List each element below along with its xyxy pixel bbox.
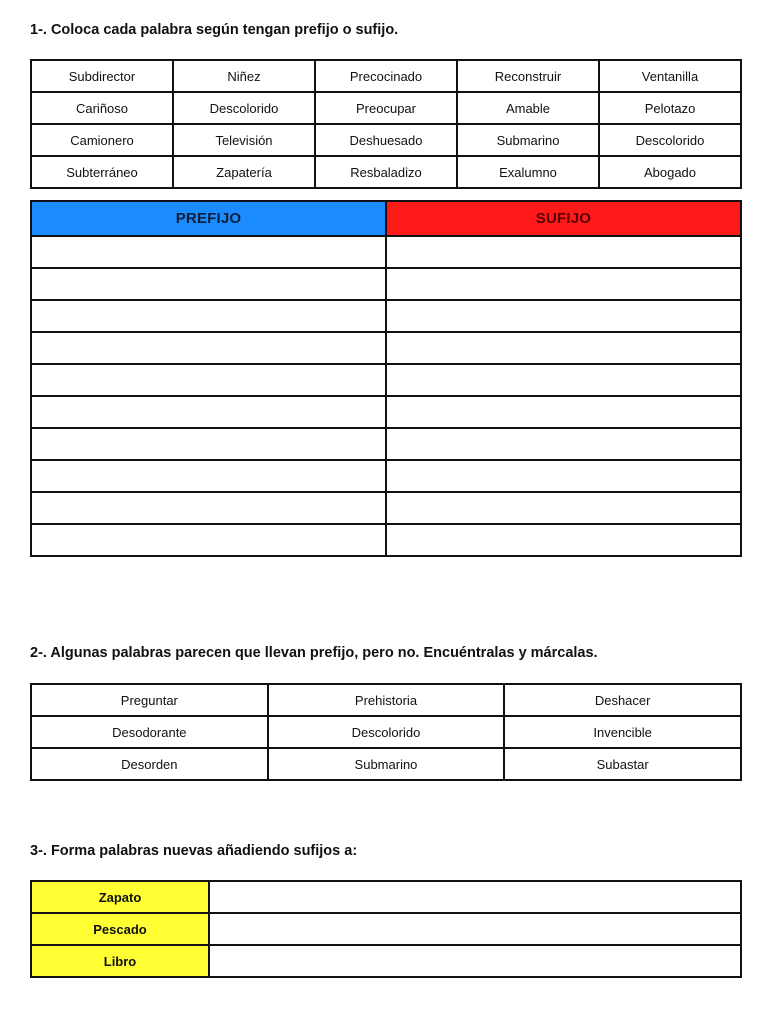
markable-word-cell[interactable]: Subastar bbox=[504, 748, 741, 780]
answer-row bbox=[31, 460, 741, 492]
answer-row bbox=[31, 364, 741, 396]
base-word-cell: Pescado bbox=[31, 913, 209, 945]
prefijo-answer-cell[interactable] bbox=[31, 492, 386, 524]
section3-instruction: 3-. Forma palabras nuevas añadiendo sufijos a: bbox=[30, 843, 358, 859]
sufijo-answer-cell[interactable] bbox=[386, 364, 741, 396]
markable-word-cell[interactable]: Prehistoria bbox=[268, 684, 505, 716]
section2-row bbox=[31, 748, 741, 780]
sufijo-answer-cell[interactable] bbox=[386, 236, 741, 268]
answer-row bbox=[31, 236, 741, 268]
markable-word-cell[interactable]: Deshacer bbox=[504, 684, 741, 716]
word-cell: Cariñoso bbox=[31, 92, 173, 124]
prefijo-answer-cell[interactable] bbox=[31, 300, 386, 332]
section2-row bbox=[31, 716, 741, 748]
prefijo-answer-cell[interactable] bbox=[31, 428, 386, 460]
word-cell: Descolorido bbox=[173, 92, 315, 124]
new-word-answer-cell[interactable] bbox=[209, 913, 741, 945]
word-grid-row bbox=[31, 124, 741, 156]
prefijo-header: PREFIJO bbox=[31, 201, 386, 236]
word-cell: Exalumno bbox=[457, 156, 599, 188]
classification-header-row bbox=[31, 201, 741, 236]
prefijo-answer-cell[interactable] bbox=[31, 236, 386, 268]
word-cell: Precocinado bbox=[315, 60, 457, 92]
word-grid-row bbox=[31, 156, 741, 188]
sufijo-answer-cell[interactable] bbox=[386, 524, 741, 556]
markable-word-cell[interactable]: Preguntar bbox=[31, 684, 268, 716]
prefix-suffix-table bbox=[30, 200, 742, 557]
section2-word-grid bbox=[30, 683, 742, 781]
markable-word-cell[interactable]: Desorden bbox=[31, 748, 268, 780]
word-cell: Pelotazo bbox=[599, 92, 741, 124]
word-cell: Niñez bbox=[173, 60, 315, 92]
prefijo-answer-cell[interactable] bbox=[31, 460, 386, 492]
sufijo-answer-cell[interactable] bbox=[386, 300, 741, 332]
section1-instruction: 1-. Coloca cada palabra según tengan prefijo o sufijo. bbox=[30, 22, 399, 38]
sufijo-answer-cell[interactable] bbox=[386, 460, 741, 492]
word-cell: Amable bbox=[457, 92, 599, 124]
prefijo-answer-cell[interactable] bbox=[31, 332, 386, 364]
word-cell: Submarino bbox=[457, 124, 599, 156]
word-cell: Camionero bbox=[31, 124, 173, 156]
base-word-cell: Libro bbox=[31, 945, 209, 977]
word-cell: Ventanilla bbox=[599, 60, 741, 92]
new-word-answer-cell[interactable] bbox=[209, 881, 741, 913]
suffix-row bbox=[31, 913, 741, 945]
suffix-row bbox=[31, 881, 741, 913]
new-word-answer-cell[interactable] bbox=[209, 945, 741, 977]
markable-word-cell[interactable]: Submarino bbox=[268, 748, 505, 780]
word-cell: Zapatería bbox=[173, 156, 315, 188]
word-cell: Subdirector bbox=[31, 60, 173, 92]
markable-word-cell[interactable]: Desodorante bbox=[31, 716, 268, 748]
suffix-row bbox=[31, 945, 741, 977]
markable-word-cell[interactable]: Descolorido bbox=[268, 716, 505, 748]
word-cell: Televisión bbox=[173, 124, 315, 156]
word-cell: Descolorido bbox=[599, 124, 741, 156]
sufijo-answer-cell[interactable] bbox=[386, 492, 741, 524]
base-word-cell: Zapato bbox=[31, 881, 209, 913]
prefijo-answer-cell[interactable] bbox=[31, 268, 386, 300]
sufijo-answer-cell[interactable] bbox=[386, 268, 741, 300]
sufijo-answer-cell[interactable] bbox=[386, 332, 741, 364]
answer-row bbox=[31, 396, 741, 428]
answer-row bbox=[31, 268, 741, 300]
sufijo-answer-cell[interactable] bbox=[386, 428, 741, 460]
answer-row bbox=[31, 524, 741, 556]
sufijo-header: SUFIJO bbox=[386, 201, 741, 236]
answer-row bbox=[31, 300, 741, 332]
word-cell: Deshuesado bbox=[315, 124, 457, 156]
section2-row bbox=[31, 684, 741, 716]
answer-row bbox=[31, 332, 741, 364]
markable-word-cell[interactable]: Invencible bbox=[504, 716, 741, 748]
word-cell: Subterráneo bbox=[31, 156, 173, 188]
word-grid-row bbox=[31, 60, 741, 92]
prefijo-answer-cell[interactable] bbox=[31, 364, 386, 396]
section3-suffix-table bbox=[30, 880, 742, 978]
answer-row bbox=[31, 428, 741, 460]
prefijo-answer-cell[interactable] bbox=[31, 524, 386, 556]
word-grid-row bbox=[31, 92, 741, 124]
answer-row bbox=[31, 492, 741, 524]
section2-instruction: 2-. Algunas palabras parecen que llevan prefijo, pero no. Encuéntralas y márcalas. bbox=[30, 645, 598, 661]
word-cell: Reconstruir bbox=[457, 60, 599, 92]
sufijo-answer-cell[interactable] bbox=[386, 396, 741, 428]
prefijo-answer-cell[interactable] bbox=[31, 396, 386, 428]
word-cell: Abogado bbox=[599, 156, 741, 188]
section1-word-grid bbox=[30, 59, 742, 189]
word-cell: Preocupar bbox=[315, 92, 457, 124]
word-cell: Resbaladizo bbox=[315, 156, 457, 188]
